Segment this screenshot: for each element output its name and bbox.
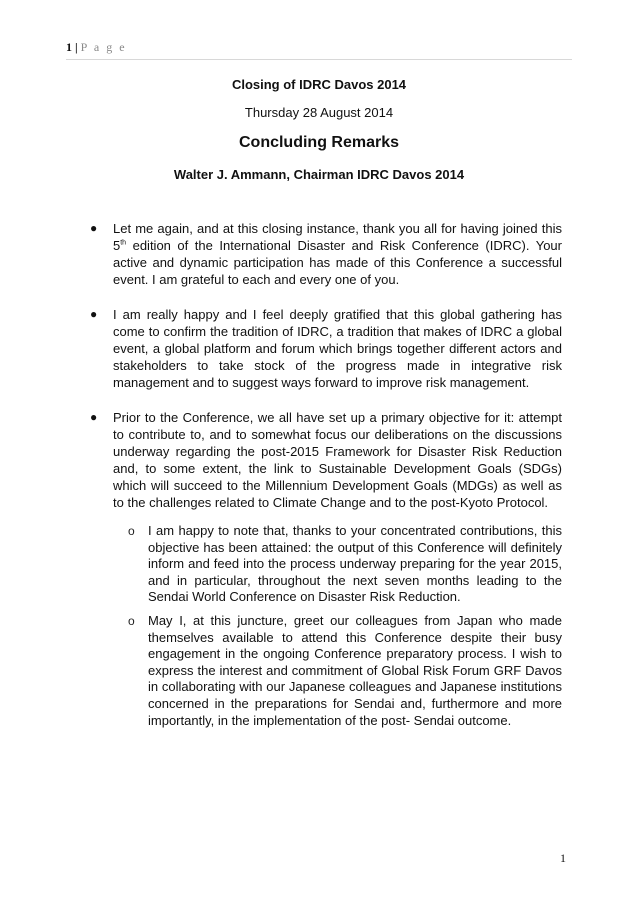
bullet-item <box>90 409 562 511</box>
ordinal-superscript: th <box>120 239 127 247</box>
bullet-text: I am really happy and I feel deeply gratified that this global gathering has come to confirm the tradition of IDRC, a tradition that makes of IDRC a global event, a global platform and forum which brings together different actors and stakeholders to take stock of the progress made in integrative risk management and to suggest ways forward to improve risk management. <box>113 307 562 390</box>
bullet-dot-icon: ● <box>90 410 98 424</box>
hollow-circle-icon: o <box>128 613 135 628</box>
document-title: Closing of IDRC Davos 2014 <box>231 77 407 92</box>
sub-bullet-list <box>128 523 562 729</box>
bullet-text-part: edition of the International Disaster and Risk Conference (IDRC). Your active and dynamic participation has made of this Conference a successful event. I am grateful to each and every one of you. <box>113 238 562 287</box>
bullet-text-part: Let me again, and at this closing instance, thank you all for having joined this 5 <box>113 221 562 253</box>
document-date: Thursday 28 August 2014 <box>244 105 394 120</box>
header-page-number: 1 <box>66 40 72 54</box>
bullet-item <box>90 220 562 288</box>
header-page-word: P a g e <box>80 40 127 54</box>
author-line: Walter J. Ammann, Chairman IDRC Davos 2014 <box>173 167 465 182</box>
bullet-item <box>90 306 562 391</box>
footer-page-number: 1 <box>560 851 566 865</box>
sub-bullet-item <box>128 613 562 729</box>
bullet-dot-icon: ● <box>90 307 98 321</box>
sub-bullet-text: I am happy to note that, thanks to your concentrated contributions, this objective has been attained: the output of this Conference will definitely inform and feed into the process underway preparing for the year 2015, and in particular, throughout the next seven months leading to the Sendai World Conference on Disaster Risk Reduction. <box>148 523 562 605</box>
bullet-text: Prior to the Conference, we all have set up a primary objective for it: attempt to contribute to, and to somewhat focus our deliberations on the discussions underway regarding the post-2015 Framework for Disaster Risk Reduction and, to some extent, the link to Sustainable Development Goals (SDGs) which will succeed to the Millennium Development Goals (MDGs) as well as to the challenges related to Climate Change and to the post-Kyoto Protocol. <box>113 410 562 510</box>
bullet-list <box>90 220 562 736</box>
header-separator: | <box>75 40 78 54</box>
sub-bullet-item <box>128 523 562 606</box>
hollow-circle-icon: o <box>128 524 135 538</box>
sub-bullet-text: May I, at this juncture, greet our colleagues from Japan who made themselves available to attend this Conference despite their busy engagement in the ongoing Conference preparatory process. I wish to express the interest and commitment of Global Risk Forum GRF Davos in collaborating with our Japanese colleagues and Japanese institutions concerned in the preparations for Sendai and, furthermore and more importantly, in the implementation of the post- Sendai outcome. <box>148 612 562 728</box>
section-heading: Concluding Remarks <box>238 134 400 151</box>
bullet-dot-icon: ● <box>90 221 98 235</box>
page-header <box>66 40 572 60</box>
